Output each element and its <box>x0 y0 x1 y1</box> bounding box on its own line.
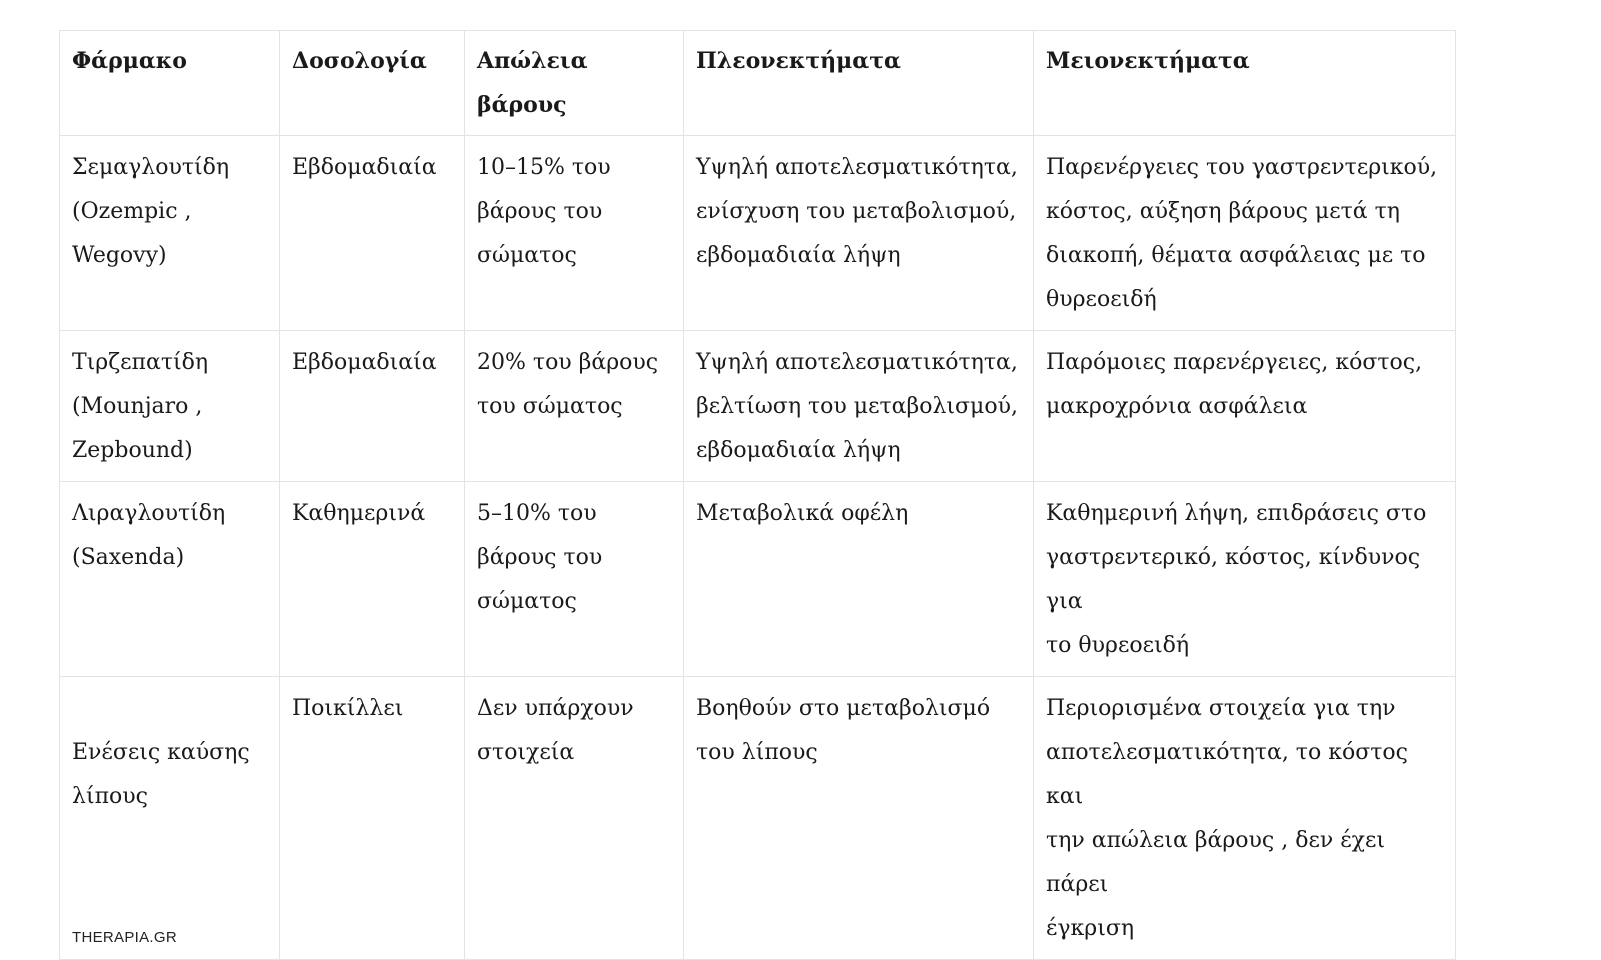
cell-drug: Τιρζεπατίδη (Mounjaro , Zepbound) <box>60 331 280 482</box>
cell-disadvantages: Παρενέργειες του γαστρεντερικού, κόστος, αύξηση βάρους μετά τη διακοπή, θέματα ασφάλειας με το θυρεοειδή <box>1034 136 1456 331</box>
cell-drug: Ενέσεις καύσης λίπους <box>72 740 250 809</box>
cell-dosage: Εβδομαδιαία <box>280 136 465 331</box>
table-header-row <box>60 31 1456 136</box>
cell-drug: Σεμαγλουτίδη (Ozempic , Wegovy) <box>60 136 280 331</box>
cell-advantages: Υψηλή αποτελεσματικότητα, ενίσχυση του μεταβολισμού, εβδομαδιαία λήψη <box>684 136 1034 331</box>
watermark-text: THERAPIA.GR <box>72 929 177 946</box>
table-row <box>60 482 1456 677</box>
cell-weight-loss: 5–10% του βάρους του σώματος <box>465 482 684 677</box>
cell-drug: Λιραγλουτίδη (Saxenda) <box>60 482 280 677</box>
header-disadvantages: Μειονεκτήματα <box>1034 31 1456 136</box>
cell-advantages: Υψηλή αποτελεσματικότητα, βελτίωση του μεταβολισμού, εβδομαδιαία λήψη <box>684 331 1034 482</box>
cell-weight-loss: 10–15% του βάρους του σώματος <box>465 136 684 331</box>
cell-advantages: Βοηθούν στο μεταβολισμό του λίπους <box>684 677 1034 960</box>
drug-comparison-table <box>59 30 1456 960</box>
drug-comparison-table-container <box>59 30 1455 960</box>
cell-advantages: Μεταβολικά οφέλη <box>684 482 1034 677</box>
cell-drug-with-watermark <box>60 677 280 960</box>
cell-weight-loss: 20% του βάρους του σώματος <box>465 331 684 482</box>
header-drug: Φάρμακο <box>60 31 280 136</box>
cell-disadvantages: Παρόμοιες παρενέργειες, κόστος, μακροχρόνια ασφάλεια <box>1034 331 1456 482</box>
cell-disadvantages: Περιορισμένα στοιχεία για την αποτελεσματικότητα, το κόστος και την απώλεια βάρους , δεν έχει πάρει έγκριση <box>1034 677 1456 960</box>
cell-dosage: Καθημερινά <box>280 482 465 677</box>
table-row <box>60 136 1456 331</box>
cell-disadvantages: Καθημερινή λήψη, επιδράσεις στο γαστρεντερικό, κόστος, κίνδυνος για το θυρεοειδή <box>1034 482 1456 677</box>
header-weight-loss: Απώλεια βάρους <box>465 31 684 136</box>
header-advantages: Πλεονεκτήματα <box>684 31 1034 136</box>
cell-dosage: Ποικίλλει <box>280 677 465 960</box>
table-row <box>60 677 1456 960</box>
table-row <box>60 331 1456 482</box>
cell-dosage: Εβδομαδιαία <box>280 331 465 482</box>
cell-weight-loss: Δεν υπάρχουν στοιχεία <box>465 677 684 960</box>
header-dosage: Δοσολογία <box>280 31 465 136</box>
